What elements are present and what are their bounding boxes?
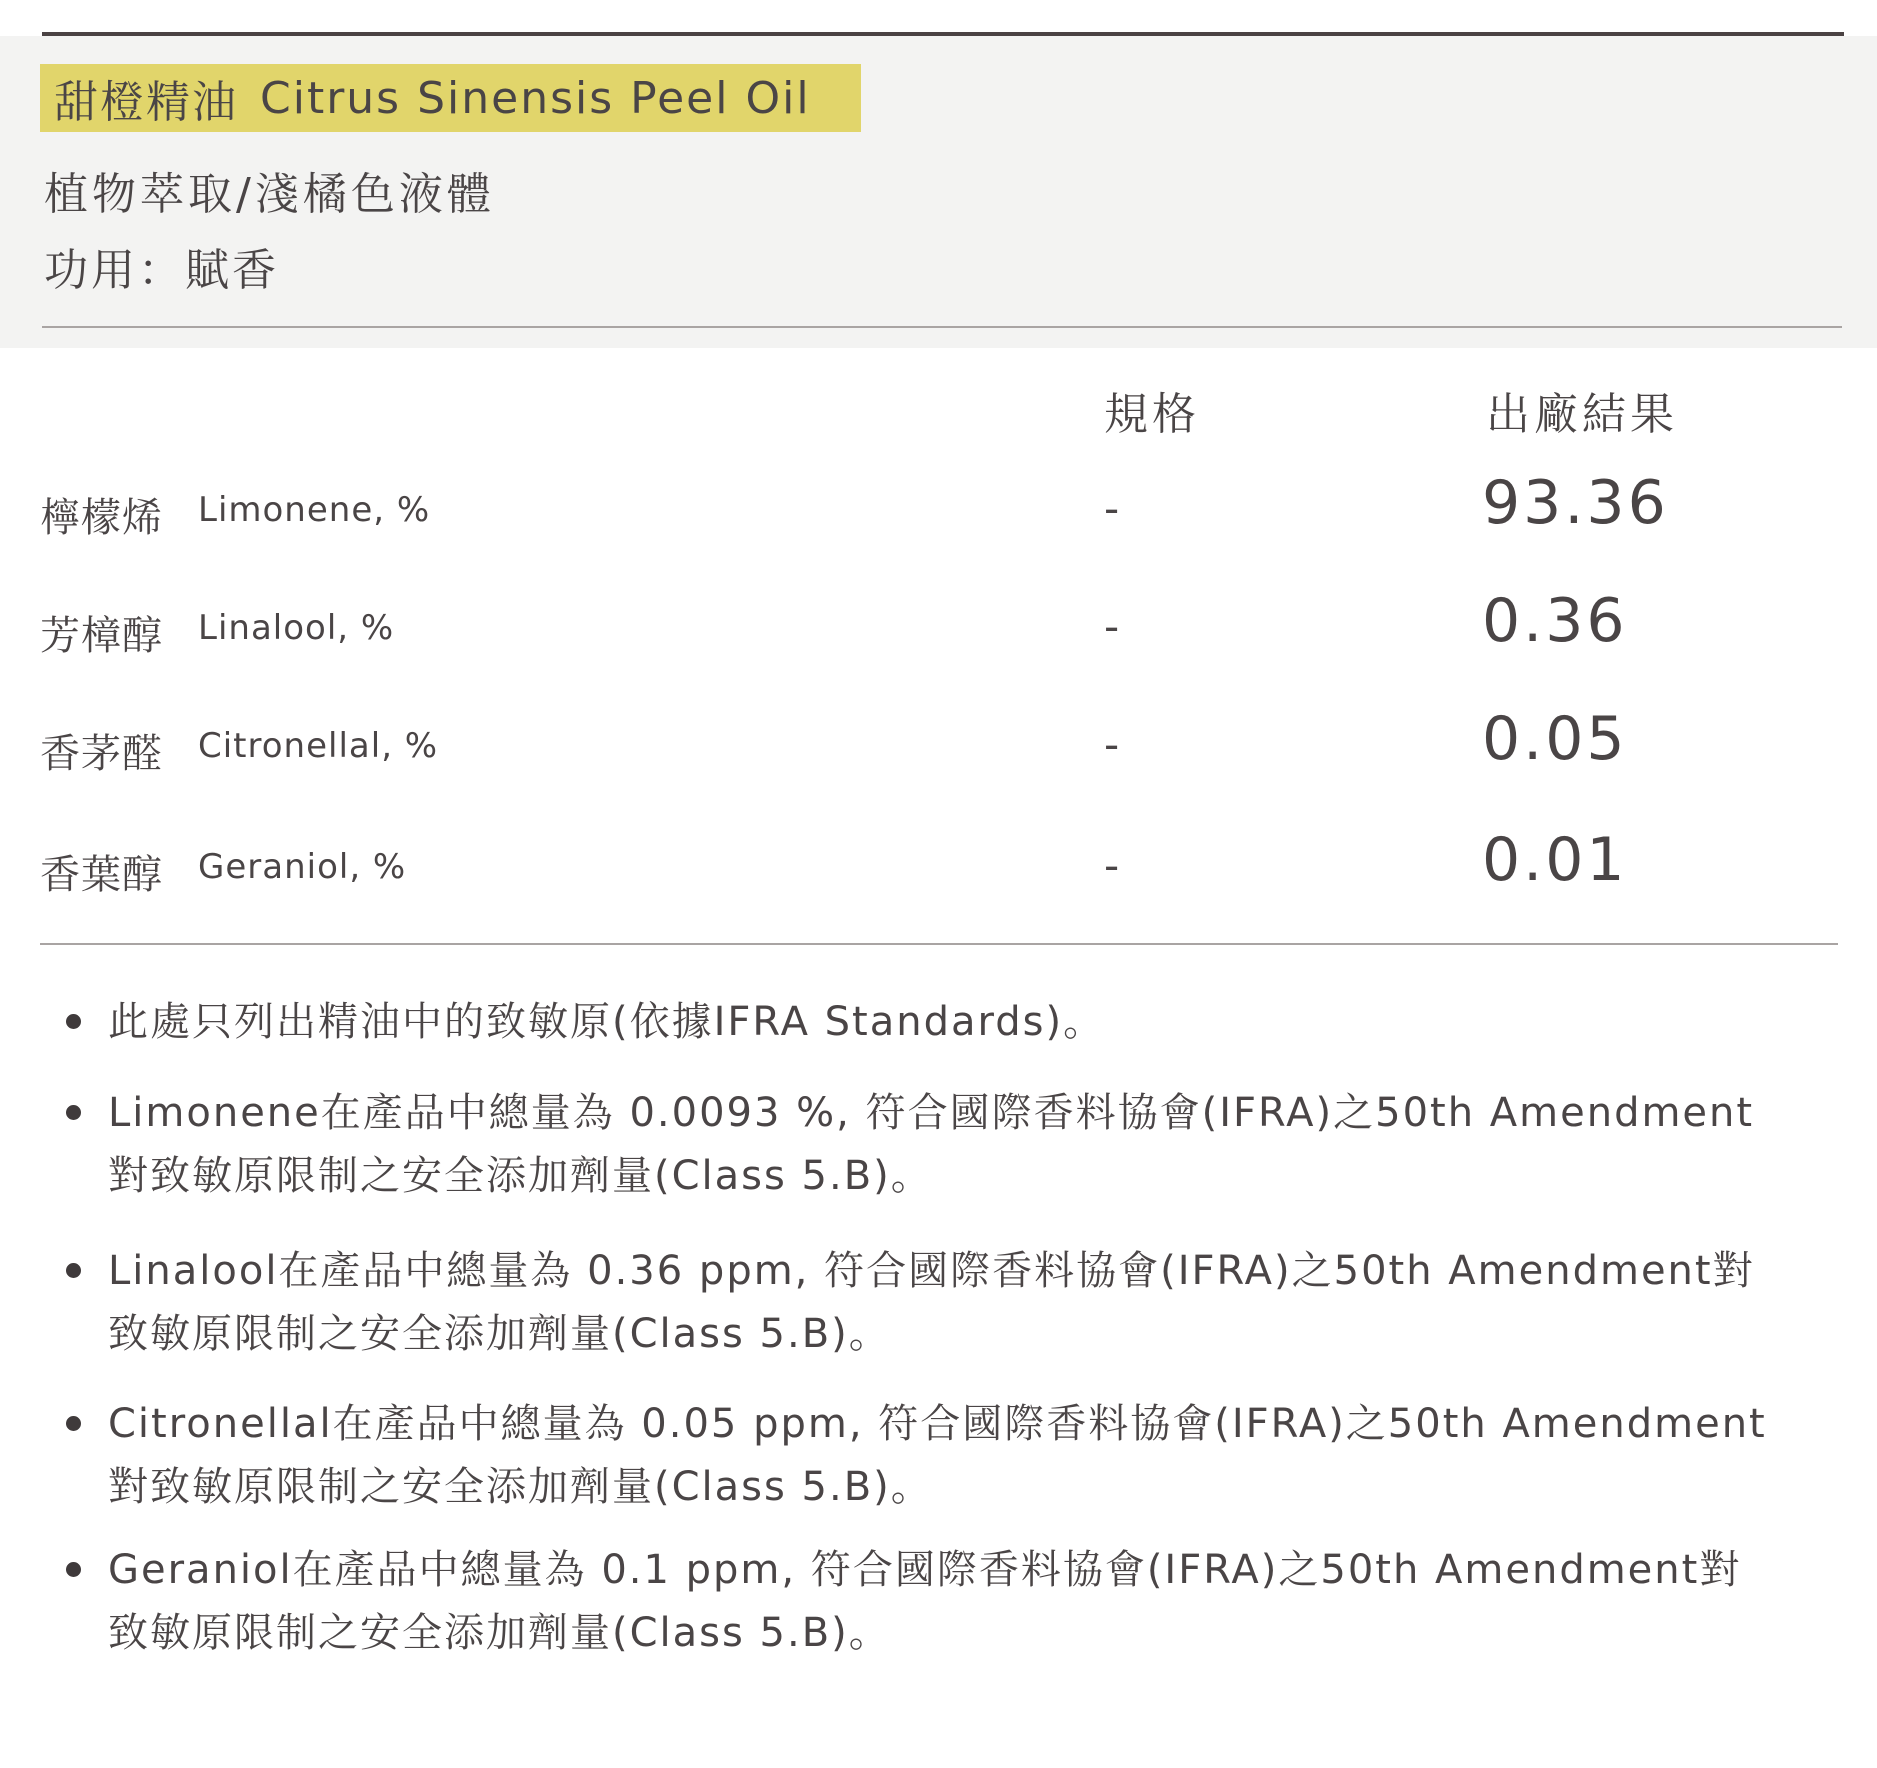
note-line: 對致敏原限制之安全添加劑量(Class 5.B)。 <box>108 1153 933 1199</box>
component-result: 0.05 <box>1482 704 1628 774</box>
bullet-icon <box>66 1263 81 1278</box>
bullet-icon <box>66 1014 81 1029</box>
note-line: Limonene在產品中總量為 0.0093 %, 符合國際香料協會(IFRA)之50th Amendment <box>108 1090 1755 1136</box>
table-divider <box>40 943 1838 945</box>
component-name-en: Linalool, % <box>198 608 395 648</box>
note-line: Geraniol在產品中總量為 0.1 ppm, 符合國際香料協會(IFRA)之50th Amendment對 <box>108 1547 1742 1593</box>
table-row <box>0 704 1877 784</box>
component-spec: - <box>1104 720 1120 769</box>
note-line: 致敏原限制之安全添加劑量(Class 5.B)。 <box>108 1311 891 1357</box>
spec-column-header: 規格 <box>1104 389 1200 440</box>
component-name-zh: 芳樟醇 <box>40 613 163 659</box>
header-divider <box>42 326 1842 328</box>
note-line: Linalool在產品中總量為 0.36 ppm, 符合國際香料協會(IFRA)之50th Amendment對 <box>108 1248 1755 1294</box>
product-name-zh: 甜橙精油 <box>54 77 238 128</box>
note-line: 此處只列出精油中的致敏原(依據IFRA Standards)。 <box>108 999 1106 1045</box>
bullet-icon <box>66 1562 81 1577</box>
component-spec: - <box>1104 841 1120 890</box>
component-result: 0.36 <box>1482 586 1628 656</box>
bullet-icon <box>66 1105 81 1120</box>
component-name-zh: 香茅醛 <box>40 731 163 777</box>
component-name-zh: 檸檬烯 <box>40 495 163 541</box>
product-subtitle: 植物萃取/淺橘色液體 <box>44 169 495 220</box>
result-column-header: 出廠結果 <box>1486 389 1678 440</box>
component-result: 93.36 <box>1482 468 1669 538</box>
component-name-en: Citronellal, % <box>198 726 439 766</box>
component-name-zh: 香葉醇 <box>40 852 163 898</box>
bullet-icon <box>66 1416 81 1431</box>
table-row <box>0 468 1877 548</box>
product-name-en: Citrus Sinensis Peel Oil <box>260 72 811 124</box>
table-row <box>0 825 1877 905</box>
note-line: 致敏原限制之安全添加劑量(Class 5.B)。 <box>108 1610 891 1656</box>
product-function: 功用：賦香 <box>44 245 279 296</box>
component-spec: - <box>1104 484 1120 533</box>
table-row <box>0 586 1877 666</box>
component-spec: - <box>1104 602 1120 651</box>
component-result: 0.01 <box>1482 825 1628 895</box>
component-name-en: Limonene, % <box>198 490 431 530</box>
product-title <box>40 64 861 132</box>
note-line: Citronellal在產品中總量為 0.05 ppm, 符合國際香料協會(IFRA)之50th Amendment <box>108 1401 1767 1447</box>
note-line: 對致敏原限制之安全添加劑量(Class 5.B)。 <box>108 1464 933 1510</box>
component-name-en: Geraniol, % <box>198 847 407 887</box>
